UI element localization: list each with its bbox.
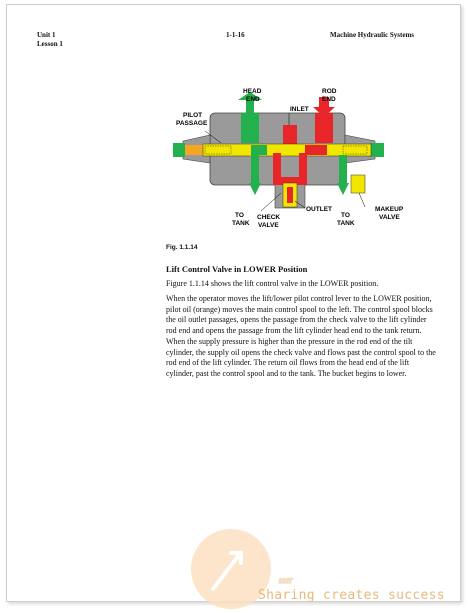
label-check-valve-2: VALVE (258, 222, 279, 229)
makeup-valve (351, 175, 365, 193)
section-title: Lift Control Valve in LOWER Position (166, 264, 308, 274)
rod-end-port (315, 113, 333, 143)
watermark-tagline: Sharing creates success (258, 588, 445, 603)
label-head-end-2: END (246, 96, 260, 103)
label-pilot-passage-2: PASSAGE (176, 120, 208, 127)
label-rod-end-1: ROD (322, 88, 337, 95)
label-pilot-passage-1: PILOT (183, 112, 203, 119)
label-inlet: INLET (290, 106, 309, 113)
label-makeup-valve-1: MAKEUP (375, 206, 404, 213)
tank-return-right (339, 155, 347, 185)
leader-line (359, 193, 365, 207)
label-to-tank-left-2: TANK (232, 220, 250, 227)
label-to-tank-right-2: TANK (337, 220, 355, 227)
label-makeup-valve-2: VALVE (379, 214, 400, 221)
unit-label: Unit 1 (37, 31, 56, 39)
tank-arrow-left (249, 183, 261, 195)
tank-arrow-right (337, 183, 349, 195)
page-number: 1-1-16 (226, 31, 245, 39)
label-outlet: OUTLET (306, 206, 332, 213)
head-end-port (241, 113, 259, 143)
watermark-logo-text: DHT (279, 578, 293, 585)
tank-return-left (251, 155, 259, 185)
pilot-plug-left (173, 143, 185, 157)
spool-land-red (305, 145, 327, 155)
pilot-plug-right (370, 143, 384, 157)
label-check-valve-1: CHECK (257, 214, 281, 221)
body-paragraph: Figure 1.1.14 shows the lift control valve in the LOWER position. (166, 279, 379, 288)
spool-land-green (251, 145, 267, 155)
running-header-left (37, 31, 63, 49)
label-head-end-1: HEAD (243, 88, 262, 95)
book-title: Machine Hydraulic Systems (330, 31, 414, 39)
label-rod-end-2: END (322, 96, 336, 103)
label-to-tank-right-1: TO (341, 212, 350, 219)
label-to-tank-left-1: TO (235, 212, 244, 219)
lesson-label: Lesson 1 (37, 40, 63, 48)
figure-caption: Fig. 1.1.14 (166, 244, 198, 251)
lift-control-valve-diagram (165, 83, 415, 231)
body-paragraph: When the operator moves the lift/lower pilot control lever to the LOWER position, pilot oil (orange) moves the main control spool to the left. The control spool blocks the oil outlet passages, opens the passage from the check valve to the lift cylinder rod end and opens the passage from the lift cylinder head end to the tank return. When the supply pressure is higher than the pressure in the rod end of the tilt cylinder, the supply oil opens the check valve and flows past the control spool to the rod end of the lift cylinder. The return oil flows from the head end of the lift cylinder, past the control spool and to the tank. The bucket begins to lower. (166, 294, 436, 378)
check-valve-core (287, 187, 293, 203)
